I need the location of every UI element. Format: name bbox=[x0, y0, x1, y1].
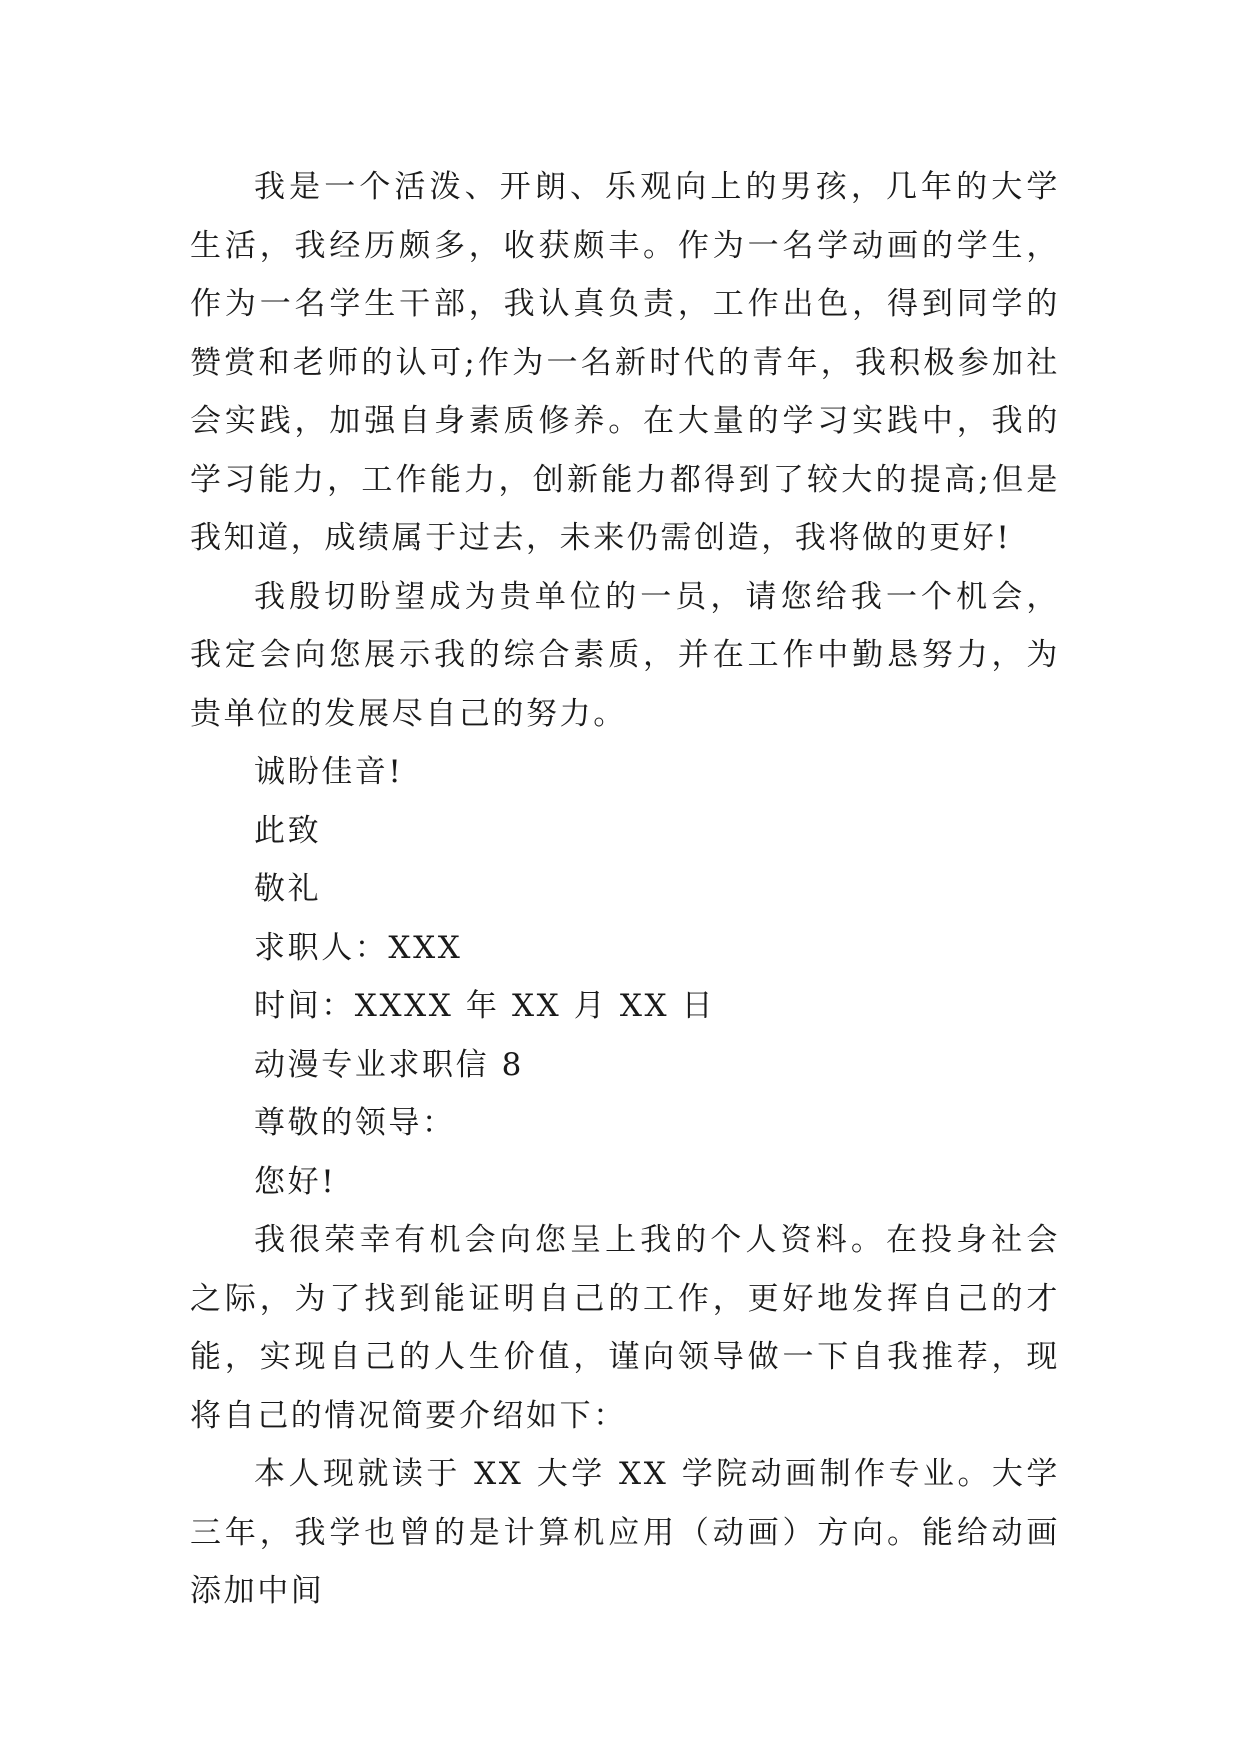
closing-salute-1: 此致 bbox=[254, 812, 322, 849]
paragraph-self-introduction: 我是一个活泼、开朗、乐观向上的男孩，几年的大学生活，我经历颇多，收获颇丰。作为一名学动画的学生，作为一名学生干部，我认真负责，工作出色，得到同学的赞赏和老师的认可;作为一名新时代的青年，我积极参加社会实践，加强自身素质修养。在大量的学习实践中，我的学习能力，工作能力，创新能力都得到了较大的提高;但是我知道，成绩属于过去，未来仍需创造，我将做的更好! bbox=[190, 169, 1060, 556]
paragraph-education: 本人现就读于 XX 大学 XX 学院动画制作专业。大学三年，我学也曾的是计算机应用（动画）方向。能给动画添加中间 bbox=[190, 1456, 1060, 1609]
paragraph-hope-to-join: 我殷切盼望成为贵单位的一员，请您给我一个机会，我定会向您展示我的综合素质，并在工作中勤恳努力，为贵单位的发展尽自己的努力。 bbox=[190, 578, 1060, 732]
closing-salute-2: 敬礼 bbox=[254, 871, 322, 907]
salutation: 尊敬的领导： bbox=[254, 1105, 456, 1141]
letter-date: 时间：XXXX 年 XX 月 XX 日 bbox=[254, 988, 716, 1024]
closing-looking-forward: 诚盼佳音! bbox=[254, 754, 404, 790]
applicant-signature: 求职人：XXX bbox=[254, 929, 463, 966]
document-page bbox=[190, 158, 1060, 1621]
paragraph-self-recommendation: 我很荣幸有机会向您呈上我的个人资料。在投身社会之际，为了找到能证明自己的工作，更好地发挥自己的才能，实现自己的人生价值，谨向领导做一下自我推荐，现将自己的情况简要介绍如下： bbox=[190, 1222, 1060, 1434]
greeting: 您好! bbox=[254, 1163, 337, 1200]
section-heading: 动漫专业求职信 8 bbox=[254, 1046, 524, 1083]
